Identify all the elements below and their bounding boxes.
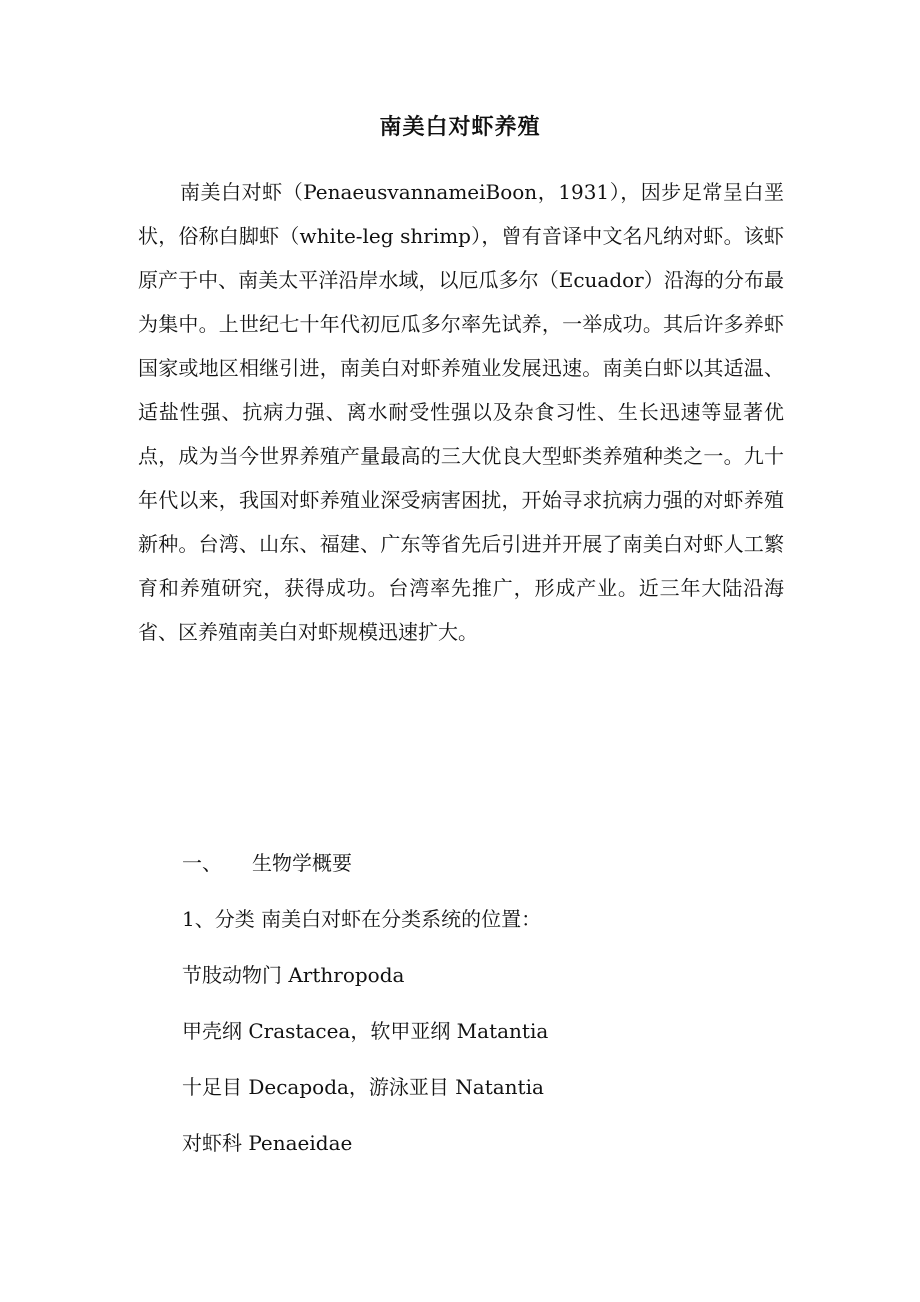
taxonomy-family: 对虾科 Penaeidae (182, 1131, 353, 1155)
taxonomy-order: 十足目 Decapoda，游泳亚目 Natantia (182, 1075, 544, 1099)
section-heading (182, 848, 352, 878)
intro-paragraph: 南美白对虾（PenaeusvannameiBoon，1931），因步足常呈白垩状，俗称白脚虾（white-leg shrimp），曾有音译中文名凡纳对虾。该虾原产于中、南美太平洋沿岸水域，以厄瓜多尔（Ecuador）沿海的分布最为集中。上世纪七十年代初厄瓜多尔率先试养，一举成功。其后许多养虾国家或地区相继引进，南美白对虾养殖业发展迅速。南美白虾以其适温、适盐性强、抗病力强、离水耐受性强以及杂食习性、生长迅速等显著优点，成为当今世界养殖产量最高的三大优良大型虾类养殖种类之一。九十年代以来，我国对虾养殖业深受病害困扰，开始寻求抗病力强的对虾养殖新种。台湾、山东、福建、广东等省先后引进并开展了南美白对虾人工繁育和养殖研究，获得成功。台湾率先推广，形成产业。近三年大陆沿海省、区养殖南美白对虾规模迅速扩大。 (138, 180, 784, 644)
section-title: 生物学概要 (252, 851, 352, 875)
taxonomy-class: 甲壳纲 Crastacea，软甲亚纲 Matantia (182, 1019, 549, 1043)
document-title: 南美白对虾养殖 (379, 115, 541, 140)
taxonomy-phylum: 节肢动物门 Arthropoda (182, 963, 405, 987)
section-number: 一、 (182, 851, 222, 875)
subsection-heading: 1、分类 南美白对虾在分类系统的位置： (182, 907, 542, 931)
